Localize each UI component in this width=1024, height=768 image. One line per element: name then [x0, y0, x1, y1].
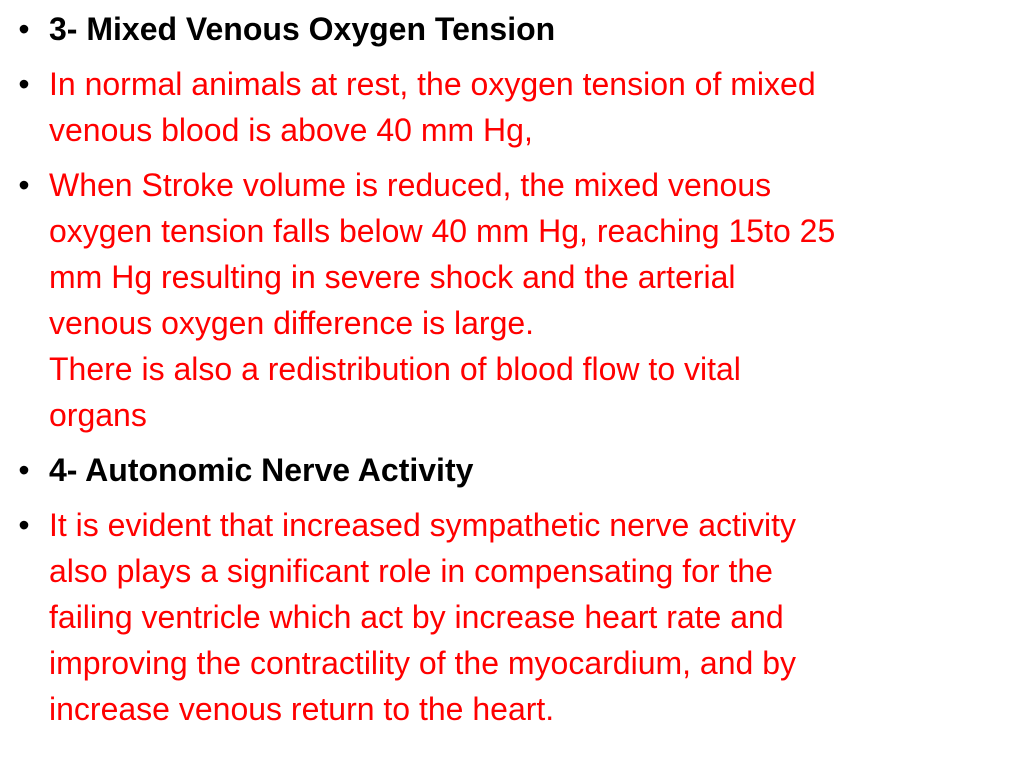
bullet-normal-animals	[12, 61, 1012, 153]
text-line: In normal animals at rest, the oxygen tension of mixed	[49, 66, 816, 102]
bullet-text	[49, 61, 1012, 153]
text-line: also plays a significant role in compensating for the	[49, 553, 773, 589]
bullet-dot-icon: •	[18, 452, 30, 488]
bullet-mixed-venous-heading	[12, 6, 1012, 52]
text-line: improving the contractility of the myocardium, and by	[49, 645, 796, 681]
bullet-sympathetic-activity	[12, 502, 1012, 732]
bullet-list	[12, 6, 1012, 741]
bullet-text	[49, 502, 1012, 732]
bullet-text	[49, 6, 1012, 52]
bullet-text	[49, 447, 1012, 493]
text-line: failing ventricle which act by increase heart rate and	[49, 599, 784, 635]
bullet-dot-icon: •	[18, 507, 30, 543]
text-line: There is also a redistribution of blood flow to vital	[49, 351, 741, 387]
bullet-text	[49, 162, 1012, 438]
text-line: venous oxygen difference is large.	[49, 305, 535, 341]
bullet-dot-icon: •	[18, 66, 30, 102]
text-line: organs	[49, 397, 147, 433]
text-line: increase venous return to the heart.	[49, 691, 555, 727]
text-line: oxygen tension falls below 40 mm Hg, reaching 15to 25	[49, 213, 836, 249]
text-line: When Stroke volume is reduced, the mixed venous	[49, 167, 772, 203]
bullet-dot-icon: •	[18, 11, 30, 47]
bullet-stroke-volume	[12, 162, 1012, 438]
text-line: 3- Mixed Venous Oxygen Tension	[49, 11, 556, 47]
text-line: venous blood is above 40 mm Hg,	[49, 112, 533, 148]
text-line: mm Hg resulting in severe shock and the arterial	[49, 259, 736, 295]
bullet-autonomic-heading	[12, 447, 1012, 493]
text-line: 4- Autonomic Nerve Activity	[49, 452, 474, 488]
bullet-dot-icon: •	[18, 167, 30, 203]
text-line: It is evident that increased sympathetic nerve activity	[49, 507, 797, 543]
